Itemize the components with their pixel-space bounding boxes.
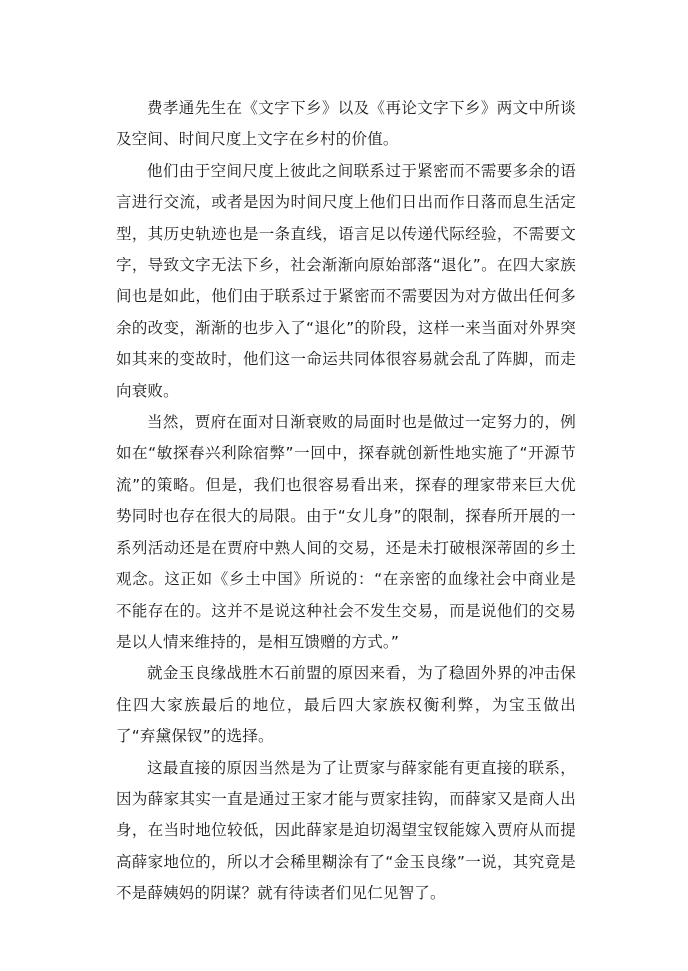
paragraph-jinyu-liangyuan: 就金玉良缘战胜木石前盟的原因来看，为了稳固外界的冲击保住四大家族最后的地位，最后四大家族权衡利弊，为宝玉做出了“弃黛保钗”的选择。	[116, 664, 576, 746]
paragraph-tanchun-reform: 当然，贾府在面对日渐衰败的局面时也是做过一定努力的，例如在“敏探春兴利除宿弊”一回中，探春就创新性地实施了“开源节流”的策略。但是，我们也很容易看出来，探春的理家带来巨大优势同时也存在很大的局限。由于“女儿身”的限制，探春所开展的一系列活动还是在贾府中熟人间的交易，还是未打破根深蒂固的乡土观念。这正如《乡土中国》所说的：“在亲密的血缘社会中商业是不能存在的。这并不是说这种社会不发生交易，而是说他们的交易是以人情来维持的，是相互馈赠的方式。”	[116, 413, 576, 651]
document-body	[116, 93, 576, 910]
paragraph-intro: 费孝通先生在《文字下乡》以及《再论文字下乡》两文中所谈及空间、时间尺度上文字在乡村的价值。	[116, 99, 576, 149]
paragraph-xue-family: 这最直接的原因当然是为了让贾家与薛家能有更直接的联系，因为薛家其实一直是通过王家才能与贾家挂钩，而薛家又是商人出身，在当时地位较低，因此薛家是迫切渴望宝钗能嫁入贾府从而提高薛家地位的，所以才会稀里糊涂有了“金玉良缘”一说，其究竟是不是薛姨妈的阴谋？就有待读者们见仁见智了。	[116, 758, 576, 903]
paragraph-space-time: 他们由于空间尺度上彼此之间联系过于紧密而不需要多余的语言进行交流，或者是因为时间尺度上他们日出而作日落而息生活定型，其历史轨迹也是一条直线，语言足以传递代际经验，不需要文字，导致文字无法下乡，社会渐渐向原始部落“退化”。在四大家族间也是如此，他们由于联系过于紧密而不需要因为对方做出任何多余的改变，渐渐的也步入了“退化”的阶段，这样一来当面对外界突如其来的变故时，他们这一命运共同体很容易就会乱了阵脚，而走向衰败。	[116, 161, 576, 400]
